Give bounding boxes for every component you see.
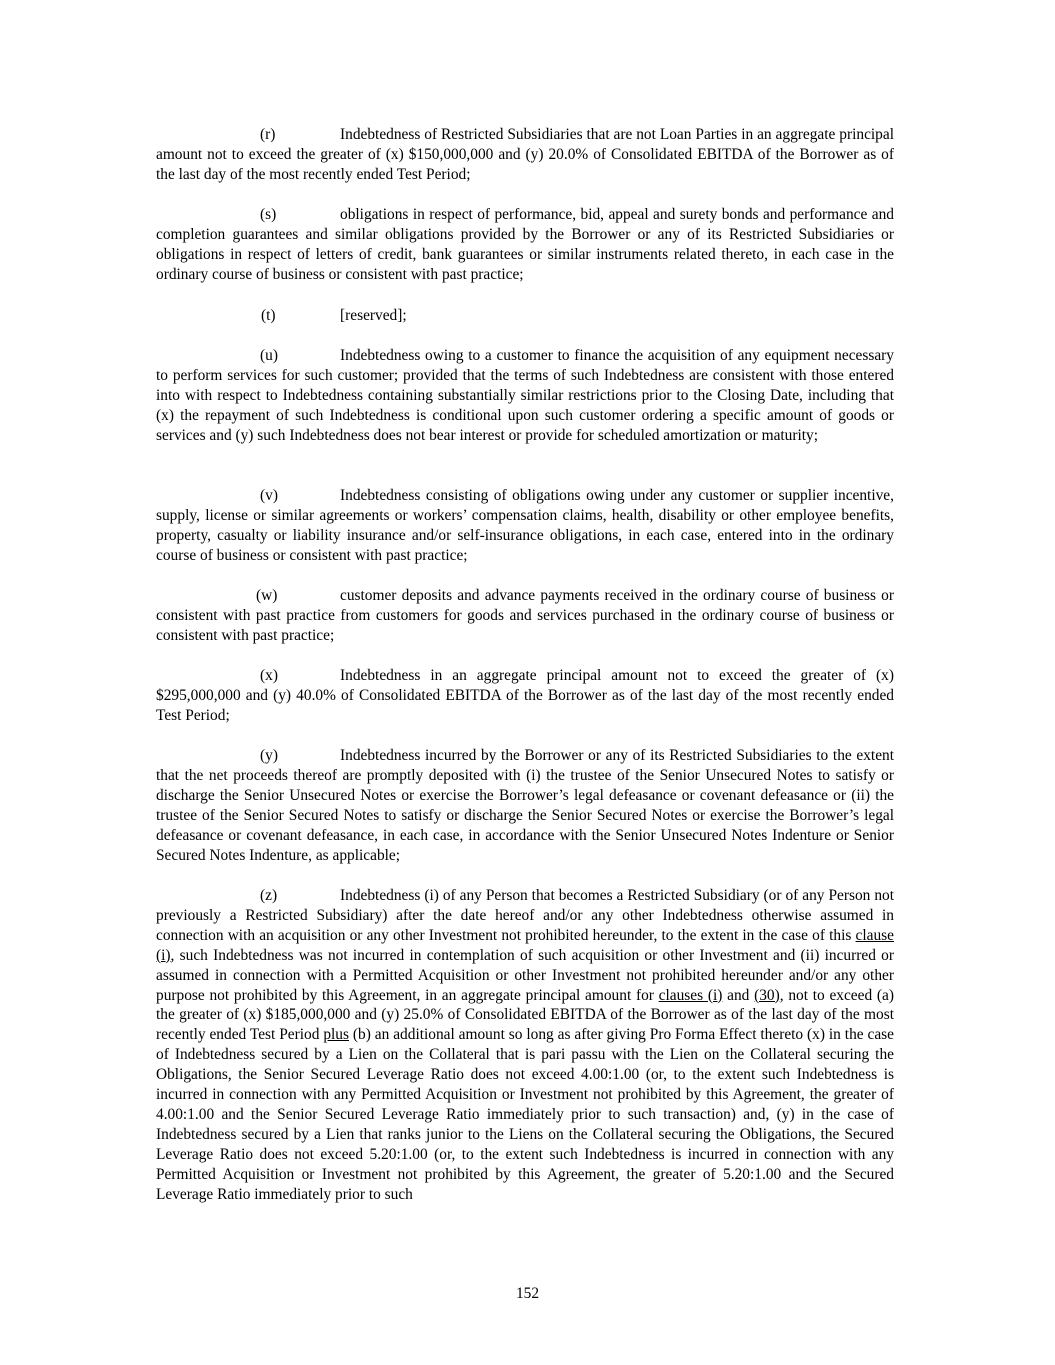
clause-label: (s): [260, 206, 277, 223]
clause-reference: clause (i): [156, 926, 894, 964]
clause-w: [156, 586, 894, 646]
clause-text-part: , such Indebtedness was not incurred in contemplation of such acquisition or other Investment and (ii) incurred or assumed in connection with a Permitted Acquisition or other Investment not prohibited hereunder and/or any other purpose not prohibited by this Agreement, in an aggregate principal amount for: [156, 946, 894, 1004]
clause-text-part: Indebtedness (i) of any Person that becomes a Restricted Subsidiary (or of any Person not previously a Restricted Subsidiary) after the date hereof and/or any other Indebtedness otherwise assumed in connection with an acquisition or any other Investment not prohibited hereunder, to the extent in the case of this: [156, 887, 894, 944]
clause-y: [156, 746, 894, 865]
clause-text: customer deposits and advance payments received in the ordinary course of business or consistent with past practice from customers for goods and services purchased in the ordinary course of business or consistent with past practice;: [156, 587, 894, 644]
clause-text-part: (b) an additional amount so long as after giving Pro Forma Effect thereto (x) in the case of Indebtedness secured by a Lien on the Collateral that is pari passu with the Lien on the Collateral securing the Obligations, the Senior Secured Leverage Ratio does not exceed 4.00:1.00 (or, to the extent such Indebtedness is incurred in connection with any Permitted Acquisition or Investment not prohibited by this Agreement, the greater of 4.00:1.00 and the Senior Secured Leverage Ratio immediately prior to such transaction) and, (y) in the case of Indebtedness secured by a Lien that ranks junior to the Liens on the Collateral securing the Obligations, the Secured Leverage Ratio does not exceed 5.20:1.00 (or, to the extent such Indebtedness is incurred in connection with any Permitted Acquisition or Investment not prohibited by this Agreement, the greater of 5.20:1.00 and the Secured Leverage Ratio immediately prior to such: [156, 1026, 895, 1203]
clause-label: (y): [260, 747, 278, 764]
clause-label: (x): [260, 667, 278, 684]
clause-text: Indebtedness owing to a customer to finance the acquisition of any equipment necessary to perform services for such customer; provided that the terms of such Indebtedness are consistent with those entered into with respect to Indebtedness containing substantially similar restrictions prior to the Closing Date, including that (x) the repayment of such Indebtedness is conditional upon such customer ordering a specific amount of goods or services and (y) such Indebtedness does not bear interest or provide for scheduled amortization or maturity;: [156, 347, 894, 444]
clause-text: Indebtedness consisting of obligations owing under any customer or supplier incentive, supply, license or similar agreements or workers’ compensation claims, health, disability or other employee benefits, property, casualty or liability insurance and/or self-insurance obligations, in each case, entered into in the ordinary course of business or consistent with past practice;: [156, 487, 894, 564]
clause-text-part: and: [722, 986, 755, 1004]
clause-text-part: , not to exceed (a) the greater of (x) $185,000,000 and (y) 25.0% of Consolidated EBITDA of the Borrower as of the last day of the most recently ended Test Period: [156, 986, 894, 1044]
clause-text: Indebtedness of Restricted Subsidiaries that are not Loan Parties in an aggregate principal amount not to exceed the greater of (x) $150,000,000 and (y) 20.0% of Consolidated EBITDA of the Borrower as of the last day of the most recently ended Test Period;: [156, 126, 894, 183]
clause-text: Indebtedness incurred by the Borrower or any of its Restricted Subsidiaries to the extent that the net proceeds thereof are promptly deposited with (i) the trustee of the Senior Unsecured Notes to satisfy or discharge the Senior Unsecured Notes or exercise the Borrower’s legal defeasance or covenant defeasance or (ii) the trustee of the Senior Secured Notes to satisfy or discharge the Senior Secured Notes or exercise the Borrower’s legal defeasance or covenant defeasance, in each case, in accordance with the Senior Unsecured Notes Indenture or Senior Secured Notes Indenture, as applicable;: [156, 747, 894, 864]
clause-label: (u): [260, 347, 278, 364]
clause-text: [reserved];: [340, 307, 407, 324]
clause-label: (r): [260, 126, 276, 143]
clause-reference: (30): [754, 986, 780, 1004]
emphasis-plus: plus: [323, 1026, 349, 1044]
clause-z: [156, 886, 894, 1205]
clause-v: [156, 486, 894, 566]
clause-reference: clauses (i): [658, 986, 723, 1004]
clause-label: (t): [261, 307, 276, 324]
clause-x: [156, 666, 894, 726]
clause-text: Indebtedness in an aggregate principal amount not to exceed the greater of (x) $295,000,000 and (y) 40.0% of Consolidated EBITDA of the Borrower as of the last day of the most recently ended Test Period;: [156, 667, 894, 724]
clause-label: (v): [260, 487, 278, 504]
clause-label: (z): [260, 887, 278, 904]
clause-r: [156, 125, 894, 185]
clause-t: [156, 306, 894, 326]
page-number: 152: [515, 1285, 540, 1302]
clause-text: obligations in respect of performance, bid, appeal and surety bonds and performance and completion guarantees and similar obligations provided by the Borrower or any of its Restricted Subsidiaries or obligations in respect of letters of credit, bank guarantees or similar instruments related thereto, in each case in the ordinary course of business or consistent with past practice;: [156, 206, 894, 283]
clause-s: [156, 205, 894, 285]
clause-label: (w): [256, 587, 278, 604]
clause-u: [156, 346, 894, 446]
